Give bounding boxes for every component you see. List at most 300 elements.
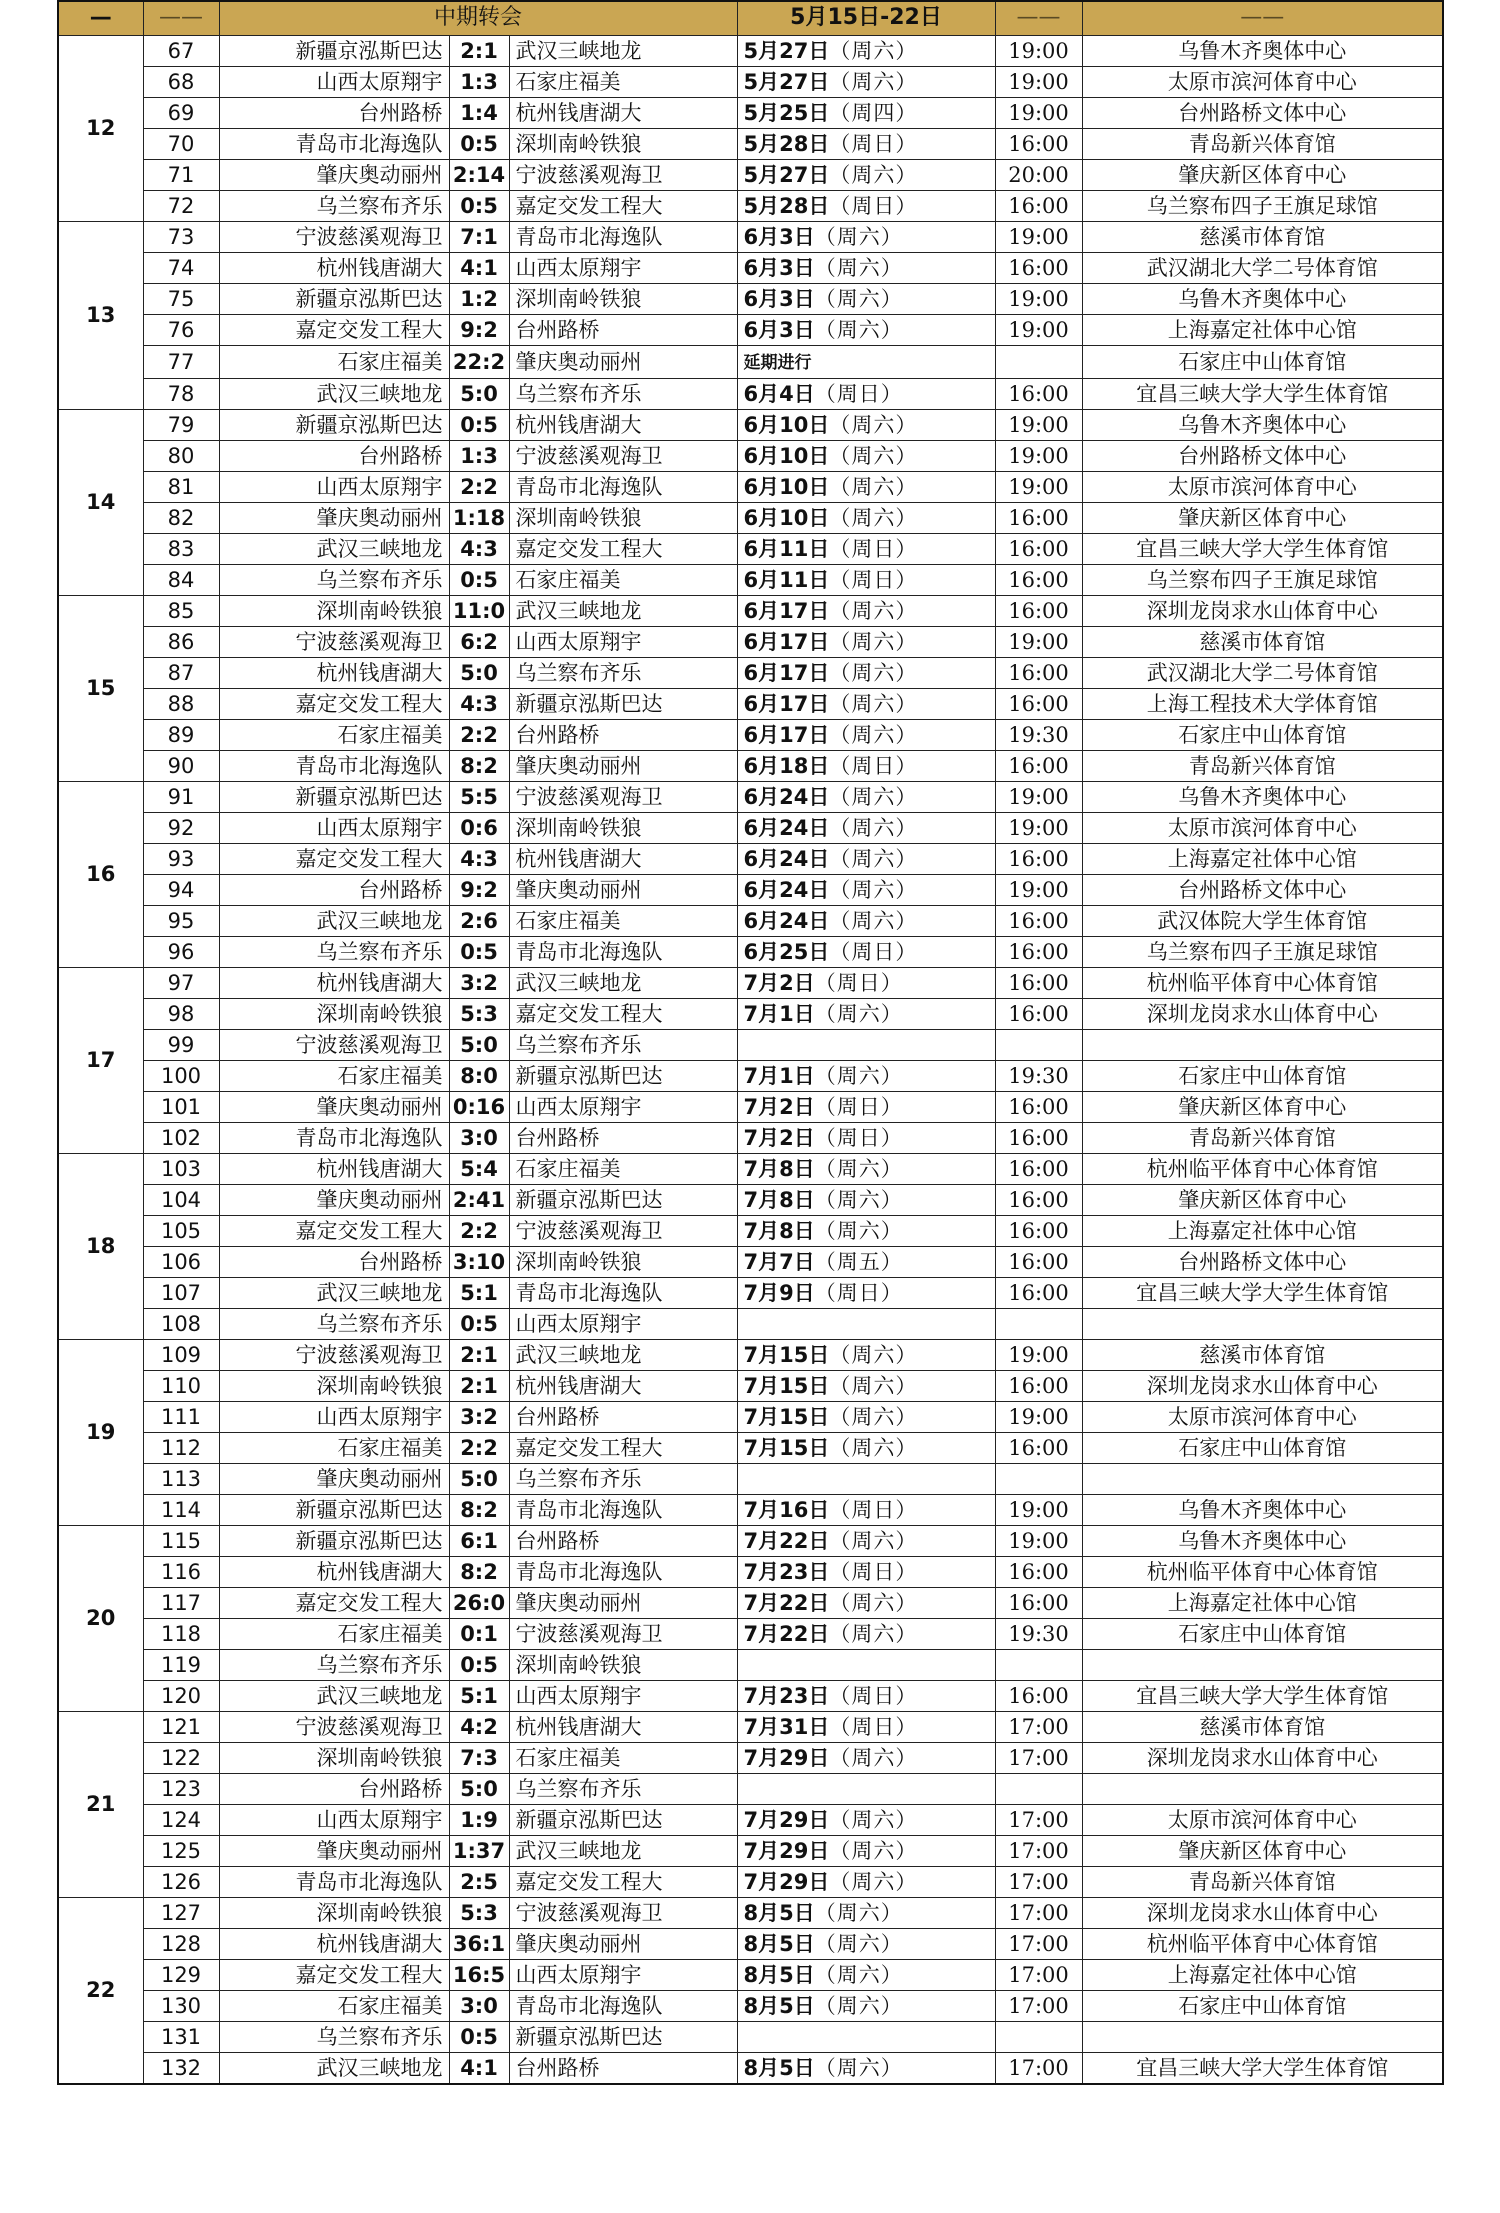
match-score: 4:3 [449, 533, 509, 564]
match-time [995, 1029, 1082, 1060]
match-number: 103 [143, 1153, 219, 1184]
match-venue: 慈溪市体育馆 [1082, 626, 1443, 657]
match-time: 16:00 [995, 1153, 1082, 1184]
match-number: 93 [143, 843, 219, 874]
match-weekday: （周六） [829, 412, 918, 437]
match-time: 17:00 [995, 1804, 1082, 1835]
match-venue: 乌鲁木齐奥体中心 [1082, 781, 1443, 812]
header-row [58, 1, 1443, 35]
home-team: 宁波慈溪观海卫 [219, 1339, 449, 1370]
match-time: 19:00 [995, 409, 1082, 440]
match-date: 6月11日 [743, 567, 830, 592]
match-date-cell [737, 1835, 995, 1866]
match-weekday: （周日） [829, 753, 918, 778]
match-number: 117 [143, 1587, 219, 1618]
away-team: 宁波慈溪观海卫 [509, 781, 737, 812]
match-time: 19:00 [995, 1339, 1082, 1370]
match-score: 26:0 [449, 1587, 509, 1618]
home-team: 乌兰察布齐乐 [219, 190, 449, 221]
match-row [58, 812, 1443, 843]
away-team: 武汉三峡地龙 [509, 1835, 737, 1866]
home-team: 肇庆奥动丽州 [219, 502, 449, 533]
match-date: 7月29日 [743, 1838, 830, 1863]
match-time: 17:00 [995, 1990, 1082, 2021]
match-date-cell [737, 1432, 995, 1463]
match-number: 101 [143, 1091, 219, 1122]
match-weekday: （周六） [829, 784, 918, 809]
away-team: 肇庆奥动丽州 [509, 1587, 737, 1618]
match-number: 109 [143, 1339, 219, 1370]
match-row [58, 719, 1443, 750]
match-score: 2:1 [449, 1339, 509, 1370]
home-team: 青岛市北海逸队 [219, 1866, 449, 1897]
match-date-cell [737, 1122, 995, 1153]
match-venue [1082, 2021, 1443, 2052]
match-number: 125 [143, 1835, 219, 1866]
match-score: 6:1 [449, 1525, 509, 1556]
match-venue: 石家庄中山体育馆 [1082, 1060, 1443, 1091]
match-time: 16:00 [995, 595, 1082, 626]
match-weekday: （周六） [814, 2055, 903, 2080]
match-row [58, 66, 1443, 97]
home-team: 深圳南岭铁狼 [219, 998, 449, 1029]
match-score: 1:3 [449, 66, 509, 97]
match-score: 5:1 [449, 1277, 509, 1308]
match-venue: 深圳龙岗求水山体育中心 [1082, 1897, 1443, 1928]
match-row [58, 967, 1443, 998]
match-weekday: （周六） [814, 317, 903, 342]
match-weekday: （周六） [829, 505, 918, 530]
away-team: 杭州钱唐湖大 [509, 1370, 737, 1401]
match-number: 84 [143, 564, 219, 595]
match-date: 7月15日 [743, 1404, 830, 1429]
match-weekday: （周四） [829, 100, 918, 125]
match-score: 4:2 [449, 1711, 509, 1742]
match-date-cell [737, 1060, 995, 1091]
match-time: 16:00 [995, 190, 1082, 221]
match-date: 7月2日 [743, 1094, 815, 1119]
match-row [58, 1835, 1443, 1866]
away-team: 青岛市北海逸队 [509, 1990, 737, 2021]
home-team: 杭州钱唐湖大 [219, 1153, 449, 1184]
match-weekday: （周六） [814, 1063, 903, 1088]
match-number: 127 [143, 1897, 219, 1928]
home-team: 山西太原翔宇 [219, 471, 449, 502]
match-date-cell [737, 1773, 995, 1804]
match-number: 70 [143, 128, 219, 159]
match-venue: 青岛新兴体育馆 [1082, 128, 1443, 159]
match-date: 6月4日 [743, 381, 815, 406]
match-number: 82 [143, 502, 219, 533]
away-team: 新疆京泓斯巴达 [509, 1060, 737, 1091]
match-row [58, 35, 1443, 66]
match-row [58, 1370, 1443, 1401]
match-row [58, 750, 1443, 781]
home-team: 宁波慈溪观海卫 [219, 1711, 449, 1742]
away-team: 青岛市北海逸队 [509, 471, 737, 502]
match-date: 7月1日 [743, 1001, 815, 1026]
match-number: 79 [143, 409, 219, 440]
header-dates: 5月15日-22日 [737, 1, 995, 35]
home-team: 杭州钱唐湖大 [219, 252, 449, 283]
match-weekday: （周六） [829, 1869, 918, 1894]
match-date-cell [737, 283, 995, 314]
home-team: 武汉三峡地龙 [219, 1680, 449, 1711]
away-team: 武汉三峡地龙 [509, 35, 737, 66]
match-time: 19:00 [995, 283, 1082, 314]
match-row [58, 533, 1443, 564]
match-row [58, 1215, 1443, 1246]
match-weekday: （周六） [814, 286, 903, 311]
match-venue: 乌兰察布四子王旗足球馆 [1082, 564, 1443, 595]
match-row [58, 345, 1443, 378]
match-row [58, 1928, 1443, 1959]
round-number: 18 [58, 1153, 143, 1339]
match-date: 6月3日 [743, 286, 815, 311]
match-date-cell [737, 1494, 995, 1525]
home-team: 肇庆奥动丽州 [219, 1463, 449, 1494]
away-team: 台州路桥 [509, 2052, 737, 2084]
match-row [58, 128, 1443, 159]
match-score: 6:2 [449, 626, 509, 657]
match-date: 7月22日 [743, 1528, 830, 1553]
match-row [58, 1339, 1443, 1370]
match-date: 7月1日 [743, 1063, 815, 1088]
match-venue: 石家庄中山体育馆 [1082, 345, 1443, 378]
match-row [58, 657, 1443, 688]
match-number: 74 [143, 252, 219, 283]
match-weekday: （周六） [829, 1435, 918, 1460]
match-weekday: （周日） [829, 567, 918, 592]
match-date: 5月28日 [743, 131, 830, 156]
home-team: 嘉定交发工程大 [219, 1587, 449, 1618]
match-score: 5:0 [449, 1773, 509, 1804]
match-date-cell [737, 1308, 995, 1339]
match-number: 122 [143, 1742, 219, 1773]
match-time [995, 2021, 1082, 2052]
match-row [58, 1308, 1443, 1339]
home-team: 新疆京泓斯巴达 [219, 781, 449, 812]
match-venue: 杭州临平体育中心体育馆 [1082, 967, 1443, 998]
match-date-cell [737, 502, 995, 533]
match-number: 72 [143, 190, 219, 221]
away-team: 宁波慈溪观海卫 [509, 1618, 737, 1649]
match-date: 7月23日 [743, 1683, 830, 1708]
match-venue: 宜昌三峡大学大学生体育馆 [1082, 1680, 1443, 1711]
match-time: 20:00 [995, 159, 1082, 190]
match-row [58, 1463, 1443, 1494]
match-score: 1:2 [449, 283, 509, 314]
match-weekday: （周六） [829, 691, 918, 716]
match-number: 88 [143, 688, 219, 719]
match-time: 19:30 [995, 1060, 1082, 1091]
match-score: 4:1 [449, 252, 509, 283]
away-team: 武汉三峡地龙 [509, 967, 737, 998]
match-row [58, 1711, 1443, 1742]
match-score: 7:3 [449, 1742, 509, 1773]
away-team: 乌兰察布齐乐 [509, 1773, 737, 1804]
match-venue: 青岛新兴体育馆 [1082, 750, 1443, 781]
match-score: 2:2 [449, 471, 509, 502]
match-date: 6月10日 [743, 443, 830, 468]
match-venue: 上海嘉定社体中心馆 [1082, 1215, 1443, 1246]
match-score: 2:1 [449, 1370, 509, 1401]
match-row [58, 2052, 1443, 2084]
match-score: 7:1 [449, 221, 509, 252]
match-date-cell [737, 66, 995, 97]
match-row [58, 1277, 1443, 1308]
match-venue: 台州路桥文体中心 [1082, 440, 1443, 471]
match-time: 19:00 [995, 66, 1082, 97]
round-number: 14 [58, 409, 143, 595]
match-row [58, 1866, 1443, 1897]
match-score: 3:2 [449, 1401, 509, 1432]
away-team: 杭州钱唐湖大 [509, 1711, 737, 1742]
match-time: 19:00 [995, 440, 1082, 471]
match-date: 8月5日 [743, 1900, 815, 1925]
match-date: 7月15日 [743, 1373, 830, 1398]
away-team: 山西太原翔宇 [509, 626, 737, 657]
home-team: 山西太原翔宇 [219, 1401, 449, 1432]
match-row [58, 1122, 1443, 1153]
away-team: 山西太原翔宇 [509, 252, 737, 283]
match-score: 2:14 [449, 159, 509, 190]
match-score: 0:5 [449, 1308, 509, 1339]
match-row [58, 1618, 1443, 1649]
match-weekday: （周日） [814, 1125, 903, 1150]
home-team: 新疆京泓斯巴达 [219, 1525, 449, 1556]
match-number: 91 [143, 781, 219, 812]
match-score: 5:0 [449, 657, 509, 688]
match-score: 22:2 [449, 345, 509, 378]
match-date-cell [737, 2021, 995, 2052]
away-team: 宁波慈溪观海卫 [509, 440, 737, 471]
match-score: 36:1 [449, 1928, 509, 1959]
match-venue: 杭州临平体育中心体育馆 [1082, 1153, 1443, 1184]
home-team: 杭州钱唐湖大 [219, 657, 449, 688]
match-score: 5:3 [449, 1897, 509, 1928]
schedule-body [58, 1, 1443, 2084]
match-weekday: （周日） [829, 1497, 918, 1522]
match-venue: 太原市滨河体育中心 [1082, 1401, 1443, 1432]
match-date-cell [737, 998, 995, 1029]
match-venue: 太原市滨河体育中心 [1082, 812, 1443, 843]
match-row [58, 1556, 1443, 1587]
match-date: 8月5日 [743, 1931, 815, 1956]
match-date-cell [737, 128, 995, 159]
match-number: 106 [143, 1246, 219, 1277]
match-score: 5:0 [449, 378, 509, 409]
match-venue: 上海嘉定社体中心馆 [1082, 1587, 1443, 1618]
away-team: 嘉定交发工程大 [509, 533, 737, 564]
match-date-cell [737, 1184, 995, 1215]
match-score: 2:1 [449, 35, 509, 66]
home-team: 台州路桥 [219, 97, 449, 128]
match-time [995, 1773, 1082, 1804]
match-time: 17:00 [995, 1742, 1082, 1773]
match-score: 2:41 [449, 1184, 509, 1215]
match-date-cell [737, 564, 995, 595]
home-team: 宁波慈溪观海卫 [219, 626, 449, 657]
match-date-cell [737, 345, 995, 378]
match-weekday: （周日） [829, 131, 918, 156]
match-score: 5:0 [449, 1029, 509, 1060]
match-score: 3:0 [449, 1122, 509, 1153]
match-venue: 石家庄中山体育馆 [1082, 1432, 1443, 1463]
match-venue: 宜昌三峡大学大学生体育馆 [1082, 378, 1443, 409]
away-team: 青岛市北海逸队 [509, 1494, 737, 1525]
match-date: 6月10日 [743, 412, 830, 437]
match-weekday: （周日） [814, 1094, 903, 1119]
match-row [58, 190, 1443, 221]
match-date: 7月22日 [743, 1590, 830, 1615]
match-date-cell [737, 1463, 995, 1494]
match-weekday: （周六） [829, 69, 918, 94]
match-date: 7月22日 [743, 1621, 830, 1646]
match-venue: 太原市滨河体育中心 [1082, 66, 1443, 97]
match-number: 67 [143, 35, 219, 66]
match-time: 19:00 [995, 781, 1082, 812]
match-venue: 武汉湖北大学二号体育馆 [1082, 657, 1443, 688]
away-team: 新疆京泓斯巴达 [509, 1804, 737, 1835]
match-number: 121 [143, 1711, 219, 1742]
match-date: 5月28日 [743, 193, 830, 218]
match-weekday: （周六） [829, 846, 918, 871]
match-row [58, 221, 1443, 252]
home-team: 嘉定交发工程大 [219, 688, 449, 719]
match-row [58, 998, 1443, 1029]
match-number: 87 [143, 657, 219, 688]
match-number: 123 [143, 1773, 219, 1804]
match-venue: 乌鲁木齐奥体中心 [1082, 283, 1443, 314]
match-date-cell [737, 1649, 995, 1680]
match-date: 7月2日 [743, 1125, 815, 1150]
away-team: 武汉三峡地龙 [509, 595, 737, 626]
home-team: 深圳南岭铁狼 [219, 1370, 449, 1401]
match-date-cell [737, 1401, 995, 1432]
match-weekday: （周日） [829, 1559, 918, 1584]
away-team: 肇庆奥动丽州 [509, 345, 737, 378]
match-number: 113 [143, 1463, 219, 1494]
away-team: 宁波慈溪观海卫 [509, 1897, 737, 1928]
match-venue: 石家庄中山体育馆 [1082, 719, 1443, 750]
match-time: 16:00 [995, 1215, 1082, 1246]
match-date: 7月15日 [743, 1435, 830, 1460]
match-venue: 宜昌三峡大学大学生体育馆 [1082, 533, 1443, 564]
match-row [58, 1773, 1443, 1804]
match-date-cell [737, 1370, 995, 1401]
match-row [58, 378, 1443, 409]
match-number: 90 [143, 750, 219, 781]
match-date-cell [737, 1742, 995, 1773]
match-number: 89 [143, 719, 219, 750]
match-time: 17:00 [995, 1711, 1082, 1742]
match-row [58, 1184, 1443, 1215]
match-row [58, 440, 1443, 471]
match-date-cell [737, 688, 995, 719]
match-weekday: （周六） [829, 1373, 918, 1398]
match-venue: 宜昌三峡大学大学生体育馆 [1082, 1277, 1443, 1308]
match-weekday: （周六） [829, 1528, 918, 1553]
match-venue: 杭州临平体育中心体育馆 [1082, 1928, 1443, 1959]
match-time: 16:00 [995, 1122, 1082, 1153]
round-number: 20 [58, 1525, 143, 1711]
away-team: 武汉三峡地龙 [509, 1339, 737, 1370]
home-team: 深圳南岭铁狼 [219, 1897, 449, 1928]
match-weekday: （周六） [829, 877, 918, 902]
match-time [995, 1308, 1082, 1339]
match-score: 8:2 [449, 750, 509, 781]
match-score: 3:10 [449, 1246, 509, 1277]
home-team: 石家庄福美 [219, 719, 449, 750]
match-weekday: （周日） [829, 193, 918, 218]
away-team: 石家庄福美 [509, 66, 737, 97]
match-venue: 武汉体院大学生体育馆 [1082, 905, 1443, 936]
match-date-cell [737, 471, 995, 502]
away-team: 肇庆奥动丽州 [509, 1928, 737, 1959]
match-date: 7月8日 [743, 1187, 815, 1212]
match-venue: 石家庄中山体育馆 [1082, 1990, 1443, 2021]
match-row [58, 1060, 1443, 1091]
away-team: 宁波慈溪观海卫 [509, 159, 737, 190]
match-date: 5月25日 [743, 100, 830, 125]
home-team: 石家庄福美 [219, 345, 449, 378]
match-date: 7月15日 [743, 1342, 830, 1367]
away-team: 青岛市北海逸队 [509, 221, 737, 252]
match-score: 4:1 [449, 2052, 509, 2084]
match-date: 6月3日 [743, 224, 815, 249]
away-team: 台州路桥 [509, 314, 737, 345]
match-venue: 青岛新兴体育馆 [1082, 1866, 1443, 1897]
home-team: 乌兰察布齐乐 [219, 1649, 449, 1680]
match-number: 80 [143, 440, 219, 471]
match-score: 4:3 [449, 688, 509, 719]
match-time: 19:00 [995, 1525, 1082, 1556]
match-venue [1082, 1773, 1443, 1804]
match-weekday: （周六） [829, 1807, 918, 1832]
match-row [58, 1494, 1443, 1525]
match-date: 6月17日 [743, 629, 830, 654]
away-team: 新疆京泓斯巴达 [509, 2021, 737, 2052]
match-row [58, 471, 1443, 502]
match-date-cell [737, 843, 995, 874]
home-team: 山西太原翔宇 [219, 812, 449, 843]
match-weekday: （周六） [829, 1342, 918, 1367]
match-row [58, 781, 1443, 812]
round-number: 12 [58, 35, 143, 221]
match-time: 16:00 [995, 533, 1082, 564]
round-number: 21 [58, 1711, 143, 1897]
match-time: 19:00 [995, 97, 1082, 128]
home-team: 石家庄福美 [219, 1060, 449, 1091]
match-row [58, 1897, 1443, 1928]
match-weekday: （周日） [814, 970, 903, 995]
home-team: 杭州钱唐湖大 [219, 967, 449, 998]
match-score: 0:5 [449, 128, 509, 159]
match-weekday: （周六） [814, 1187, 903, 1212]
match-score: 3:0 [449, 1990, 509, 2021]
match-date-cell [737, 812, 995, 843]
match-weekday: （周日） [829, 1714, 918, 1739]
match-row [58, 843, 1443, 874]
match-date-cell [737, 1711, 995, 1742]
match-date: 6月17日 [743, 598, 830, 623]
match-weekday: （周六） [814, 1900, 903, 1925]
match-date-cell [737, 1680, 995, 1711]
match-venue: 台州路桥文体中心 [1082, 874, 1443, 905]
match-row [58, 1649, 1443, 1680]
home-team: 台州路桥 [219, 874, 449, 905]
